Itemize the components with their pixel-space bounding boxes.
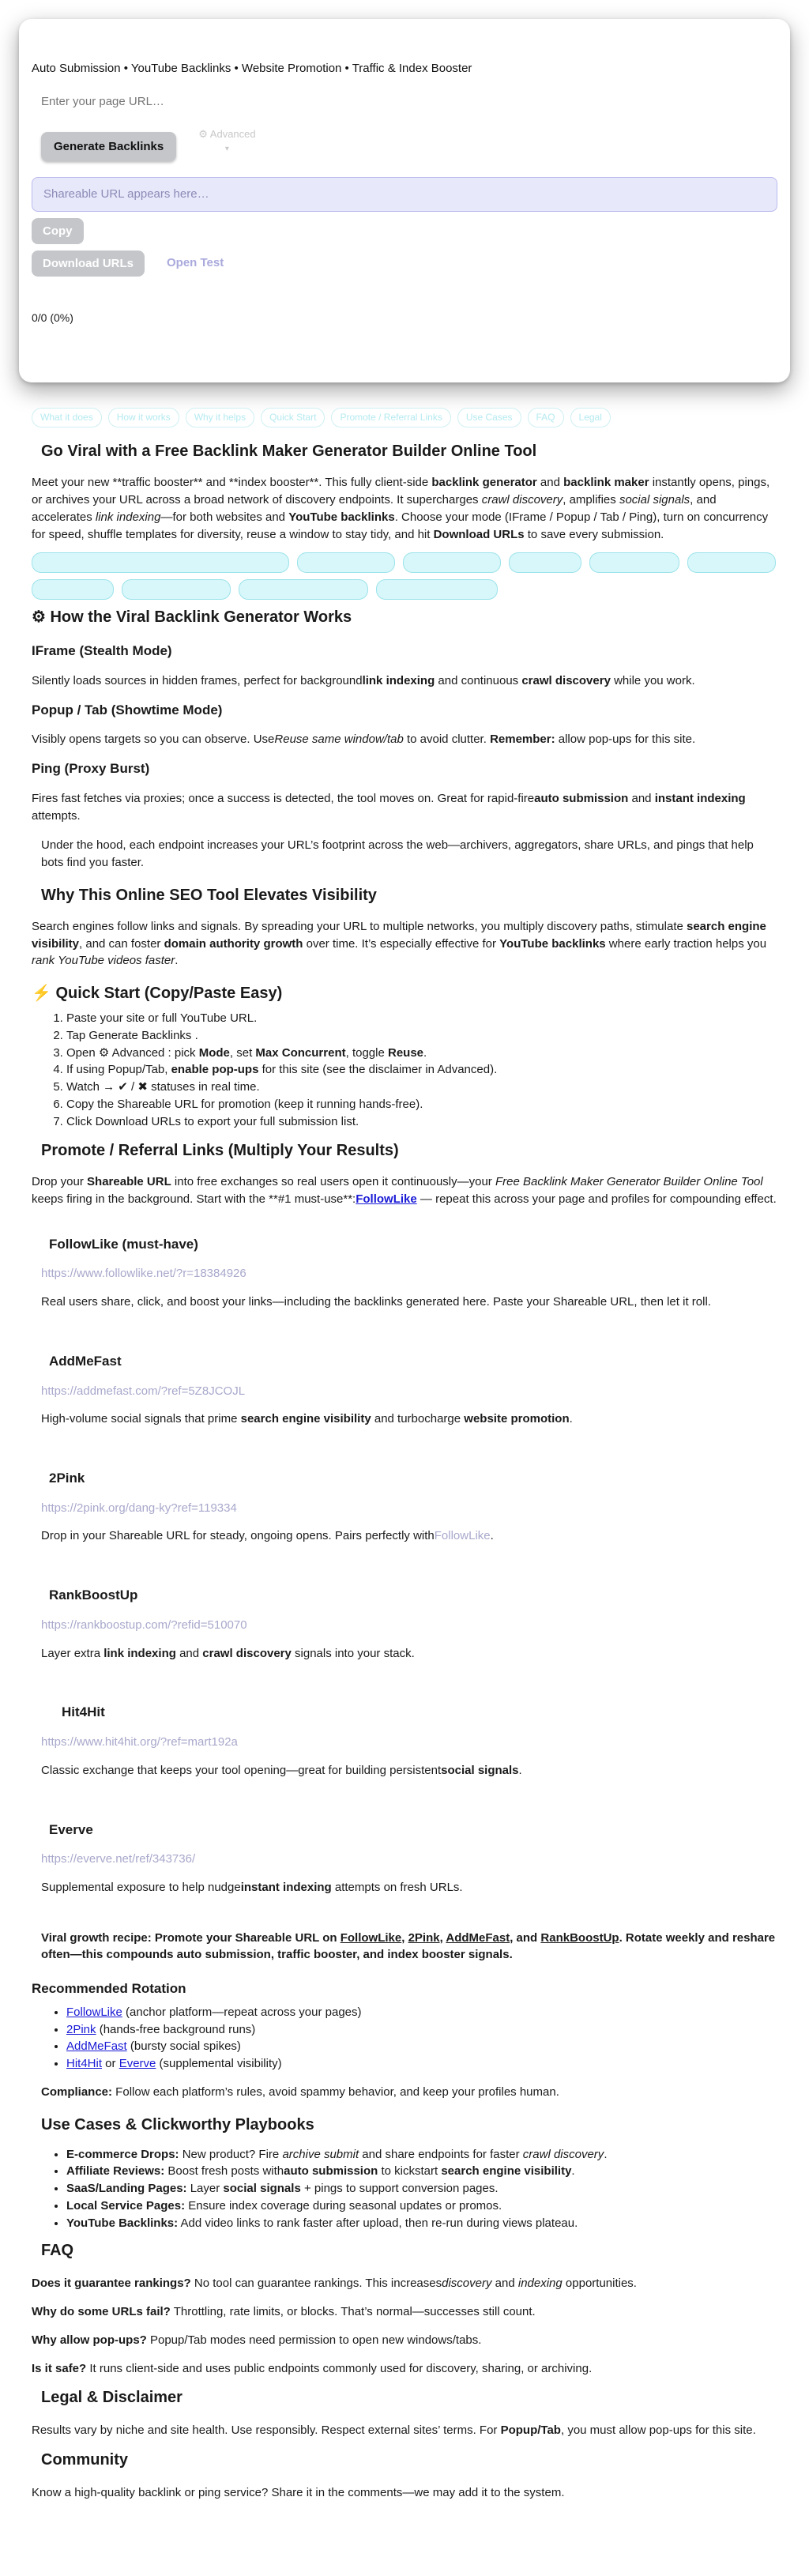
recipe-addmefast-link[interactable]: AddMeFast bbox=[446, 1930, 510, 1945]
why-heading: Why This Online SEO Tool Elevates Visibility bbox=[41, 886, 377, 904]
step-item: 1. Paste your site or full YouTube URL. bbox=[66, 1010, 777, 1027]
highlight-bar bbox=[122, 579, 231, 600]
step-item: 2. Tap Generate Backlinks . bbox=[66, 1027, 777, 1045]
popup-mode-desc: Visibly opens targets so you can observe. UseReuse same window/tab to avoid clutter. Remember: allow pop-ups for this site. bbox=[32, 733, 696, 747]
platform-url-everve[interactable]: https://everve.net/ref/343736/ bbox=[41, 1852, 196, 1866]
viral-recipe: Viral growth recipe: Promote your Shareable URL on FollowLike, 2Pink, AddMeFast, and RankBoostUp. Rotate weekly and reshare often—this compounds auto submission, traffic booster, and index booster signals. bbox=[41, 1930, 776, 1962]
highlight-bar bbox=[403, 552, 501, 573]
use-case-item: • Affiliate Reviews: Boost fresh posts withauto submission to kickstart search engine visibility. bbox=[66, 2163, 777, 2180]
platform-url-hit4hit[interactable]: https://www.hit4hit.org/?ref=mart192a bbox=[41, 1735, 238, 1749]
download-urls-button[interactable]: Download URLs bbox=[32, 250, 145, 277]
advanced-label: ⚙ Advanced bbox=[198, 127, 256, 140]
platform-desc-2pink: Drop in your Shareable URL for steady, ongoing opens. Pairs perfectly withFollowLike. bbox=[41, 1529, 494, 1543]
nav-chip-use-cases[interactable]: Use Cases bbox=[457, 408, 521, 427]
platform-name-2pink: 2Pink bbox=[49, 1471, 85, 1486]
nav-chip-promote[interactable]: Promote / Referral Links bbox=[331, 408, 450, 427]
community-paragraph: Know a high-quality backlink or ping service? Share it in the comments—we may add it to the system. bbox=[32, 2486, 565, 2500]
platform-url-rankboostup[interactable]: https://rankboostup.com/?refid=510070 bbox=[41, 1618, 247, 1632]
rotation-heading: Recommended Rotation bbox=[32, 1981, 186, 1997]
quick-start-steps bbox=[32, 1010, 777, 1130]
intro-heading: Go Viral with a Free Backlink Maker Generator Builder Online Tool bbox=[41, 443, 537, 461]
use-case-item: • SaaS/Landing Pages: Layer social signals + pings to support conversion pages. bbox=[66, 2180, 777, 2198]
url-input[interactable] bbox=[32, 92, 777, 111]
generate-row bbox=[41, 127, 777, 161]
highlight-bar bbox=[687, 552, 776, 573]
rotation-addmefast-link[interactable]: AddMeFast bbox=[66, 2039, 127, 2054]
recipe-2pink-link[interactable]: 2Pink bbox=[408, 1930, 440, 1945]
platform-name-addmefast: AddMeFast bbox=[49, 1353, 122, 1369]
platform-name-hit4hit: Hit4Hit bbox=[62, 1704, 105, 1720]
quick-start-heading: ⚡ Quick Start (Copy/Paste Easy) bbox=[32, 985, 283, 1003]
nav-chip-what[interactable]: What it does bbox=[32, 408, 102, 427]
rotation-item: • 2Pink (hands-free background runs) bbox=[66, 2021, 777, 2039]
highlight-bar bbox=[589, 552, 679, 573]
why-paragraph: Search engines follow links and signals. By spreading your URL to multiple networks, you multiply discovery paths, stimulate search engine visibility, and can foster domain authority growth over time. It’s especially effective for YouTube backlinks where early traction helps you rank YouTube videos faster. bbox=[32, 919, 767, 968]
use-case-item: • E-commerce Drops: New product? Fire archive submit and share endpoints for faster crawl discovery. bbox=[66, 2146, 777, 2164]
highlight-bars bbox=[32, 552, 777, 600]
faq-item: Is it safe? It runs client-side and uses public endpoints commonly used for discovery, sharing, or archiving. bbox=[32, 2361, 593, 2375]
nav-chip-quick-start[interactable]: Quick Start bbox=[261, 408, 325, 427]
faq-item: Why do some URLs fail? Throttling, rate limits, or blocks. That’s normal—successes still count. bbox=[32, 2305, 536, 2319]
highlight-bar bbox=[297, 552, 395, 573]
use-cases-heading: Use Cases & Clickworthy Playbooks bbox=[41, 2115, 314, 2133]
tool-card bbox=[19, 19, 790, 382]
recipe-followlike-link[interactable]: FollowLike bbox=[340, 1930, 402, 1945]
rotation-2pink-link[interactable]: 2Pink bbox=[66, 2022, 96, 2036]
platform-desc-everve: Supplemental exposure to help nudgeinstant indexing attempts on fresh URLs. bbox=[41, 1880, 463, 1894]
rotation-everve-link[interactable]: Everve bbox=[119, 2057, 156, 2071]
legal-paragraph: Results vary by niche and site health. Use responsibly. Respect external sites’ terms. For Popup/Tab, you must allow pop-ups for this site. bbox=[32, 2423, 756, 2438]
followlike-inline-link[interactable]: FollowLike bbox=[434, 1529, 491, 1543]
ping-mode-title: Ping (Proxy Burst) bbox=[32, 761, 150, 777]
generate-backlinks-button[interactable]: Generate Backlinks bbox=[41, 132, 176, 161]
highlight-bar bbox=[32, 579, 114, 600]
use-case-item: • Local Service Pages: Ensure index coverage during seasonal updates or promos. bbox=[66, 2198, 777, 2215]
platform-list bbox=[32, 1235, 777, 1896]
highlight-bar bbox=[509, 552, 581, 573]
shareable-url-field[interactable]: Shareable URL appears here… bbox=[32, 177, 777, 212]
popup-mode-title: Popup / Tab (Showtime Mode) bbox=[32, 702, 223, 717]
nav-chip-faq[interactable]: FAQ bbox=[528, 408, 564, 427]
step-item: 4. If using Popup/Tab, enable pop-ups for this site (see the disclaimer in Advanced). bbox=[66, 1061, 777, 1079]
highlight-bar bbox=[376, 579, 498, 600]
how-note: Under the hood, each endpoint increases your URL’s footprint across the web—archivers, aggregators, share URLs, and pings that help bots find you faster. bbox=[41, 838, 754, 870]
iframe-mode-title: IFrame (Stealth Mode) bbox=[32, 643, 172, 659]
ping-mode-desc: Fires fast fetches via proxies; once a success is detected, the tool moves on. Great for rapid-fireauto submission and instant indexing attempts. bbox=[32, 791, 746, 823]
platform-name-rankboostup: RankBoostUp bbox=[49, 1587, 138, 1603]
faq-item: Why allow pop-ups? Popup/Tab modes need permission to open new windows/tabs. bbox=[32, 2333, 482, 2347]
download-row bbox=[32, 250, 777, 277]
promote-heading: Promote / Referral Links (Multiply Your Results) bbox=[41, 1142, 399, 1160]
rotation-item: • AddMeFast (bursty social spikes) bbox=[66, 2038, 777, 2055]
platform-desc-addmefast: High-volume social signals that prime search engine visibility and turbocharge website promotion. bbox=[41, 1412, 573, 1426]
community-heading: Community bbox=[41, 2451, 128, 2469]
faq-item: Does it guarantee rankings? No tool can guarantee rankings. This increasesdiscovery and indexing opportunities. bbox=[32, 2277, 637, 2291]
followlike-link[interactable]: FollowLike bbox=[356, 1192, 417, 1207]
use-cases-list bbox=[32, 2146, 777, 2232]
open-test-link[interactable]: Open Test bbox=[167, 256, 224, 270]
step-item: 6. Copy the Shareable URL for promotion (keep it running hands-free). bbox=[66, 1096, 777, 1113]
chevron-down-icon: ▾ bbox=[224, 144, 229, 153]
compliance-note: Compliance: Follow each platform’s rules, avoid spammy behavior, and keep your profiles human. bbox=[41, 2085, 559, 2099]
rotation-list bbox=[32, 2004, 777, 2073]
section-nav bbox=[32, 408, 777, 427]
highlight-bar bbox=[239, 579, 368, 600]
platform-desc-followlike: Real users share, click, and boost your links—including the backlinks generated here. Paste your Shareable URL, then let it roll. bbox=[41, 1295, 711, 1309]
recipe-rankboostup-link[interactable]: RankBoostUp bbox=[540, 1930, 619, 1945]
copy-button[interactable]: Copy bbox=[32, 218, 84, 244]
step-item: 5. Watch → ✔ / ✖ statuses in real time. bbox=[66, 1079, 777, 1096]
nav-chip-how[interactable]: How it works bbox=[108, 408, 179, 427]
platform-url-followlike[interactable]: https://www.followlike.net/?r=18384926 bbox=[41, 1267, 246, 1281]
platform-url-2pink[interactable]: https://2pink.org/dang-ky?ref=119334 bbox=[41, 1501, 237, 1515]
faq-heading: FAQ bbox=[41, 2242, 74, 2260]
step-item: 3. Open ⚙ Advanced : pick Mode, set Max Concurrent, toggle Reuse. bbox=[66, 1045, 777, 1062]
nav-chip-why[interactable]: Why it helps bbox=[186, 408, 254, 427]
article bbox=[32, 408, 777, 2502]
tool-tagline: Auto Submission • YouTube Backlinks • Website Promotion • Traffic & Index Booster bbox=[32, 62, 472, 75]
intro-paragraph: Meet your new **traffic booster** and **index booster**. This fully client-side backlink generator and backlink maker instantly opens, pings, or archives your URL across a broad network of discovery endpoints. It supercharges crawl discovery, amplifies social signals, and accelerates link indexing—for both websites and YouTube backlinks. Choose your mode (IFrame / Popup / Tab / Ping), turn on concurrency for speed, shuffle templates for diversity, reuse a window to stay tidy, and hit Download URLs to save every submission. bbox=[32, 476, 770, 541]
progress-counter: 0/0 (0%) bbox=[32, 311, 73, 324]
platform-name-everve: Everve bbox=[49, 1821, 93, 1837]
platform-desc-rankboostup: Layer extra link indexing and crawl discovery signals into your stack. bbox=[41, 1646, 415, 1660]
highlight-bar bbox=[32, 552, 289, 573]
rotation-item: • FollowLike (anchor platform—repeat across your pages) bbox=[66, 2004, 777, 2021]
platform-name-followlike: FollowLike (must-have) bbox=[49, 1236, 198, 1252]
platform-url-addmefast[interactable]: https://addmefast.com/?ref=5Z8JCOJL bbox=[41, 1384, 246, 1398]
advanced-toggle[interactable] bbox=[198, 127, 255, 155]
how-heading: ⚙ How the Viral Backlink Generator Works bbox=[32, 608, 352, 627]
promote-paragraph: Drop your Shareable URL into free exchanges so real users open it continuously—your Free Backlink Maker Generator Builder Online Tool keeps firing in the background. Start with the **#1 must-use**:FollowLike — repeat this across your page and profiles for compounding effect. bbox=[32, 1175, 777, 1207]
iframe-mode-desc: Silently loads sources in hidden frames, perfect for backgroundlink indexing and continuous crawl discovery while you work. bbox=[32, 674, 695, 688]
step-item: 7. Click Download URLs to export your full submission list. bbox=[66, 1113, 777, 1131]
nav-chip-legal[interactable]: Legal bbox=[570, 408, 611, 427]
rotation-item: • Hit4Hit or Everve (supplemental visibility) bbox=[66, 2055, 777, 2073]
rotation-hit4hit-link[interactable]: Hit4Hit bbox=[66, 2057, 103, 2071]
rotation-followlike-link[interactable]: FollowLike bbox=[66, 2005, 122, 2019]
platform-desc-hit4hit: Classic exchange that keeps your tool opening—great for building persistentsocial signals. bbox=[41, 1763, 522, 1777]
use-case-item: • YouTube Backlinks: Add video links to rank faster after upload, then re-run during views plateau. bbox=[66, 2215, 777, 2232]
legal-heading: Legal & Disclaimer bbox=[41, 2389, 182, 2407]
